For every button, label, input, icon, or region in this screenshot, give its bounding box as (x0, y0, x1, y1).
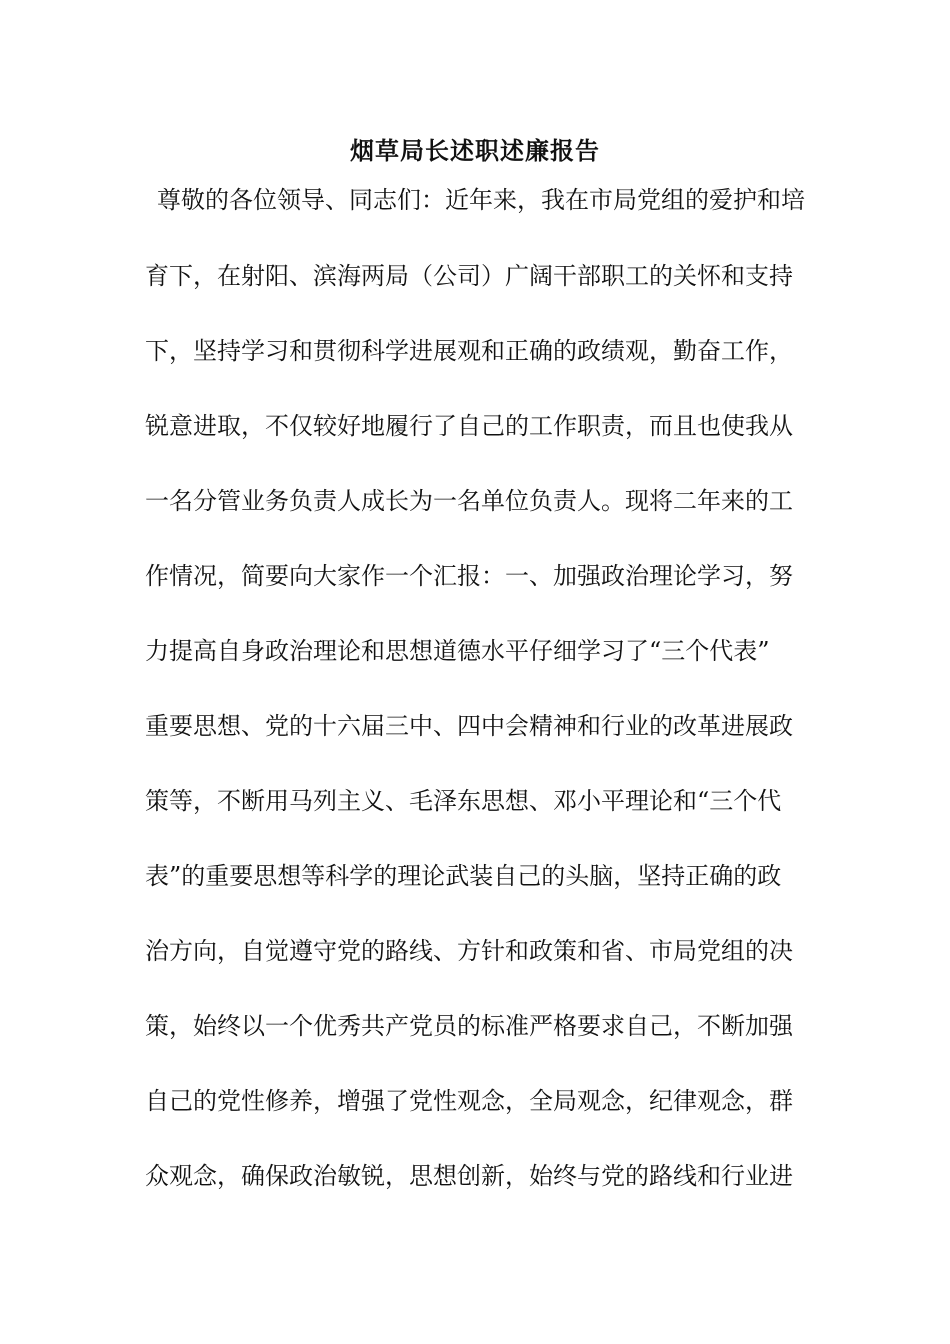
body-line: 下，坚持学习和贯彻科学进展观和正确的政绩观，勤奋工作， (145, 337, 793, 365)
body-line: 育下，在射阳、滨海两局（公司）广阔干部职工的关怀和支持 (145, 262, 793, 290)
body-line: 锐意进取，不仅较好地履行了自己的工作职责，而且也使我从 (145, 412, 793, 440)
body-line: 治方向，自觉遵守党的路线、方针和政策和省、市局党组的决 (145, 937, 793, 965)
body-line: 力提高自身政治理论和思想道德水平仔细学习了“三个代表” (145, 637, 770, 665)
body-line: 作情况，简要向大家作一个汇报：一、加强政治理论学习，努 (145, 562, 793, 590)
body-line: 表”的重要思想等科学的理论武装自己的头脑，坚持正确的政 (145, 862, 782, 890)
body-line: 尊敬的各位领导、同志们：近年来，我在市局党组的爱护和培 (157, 186, 805, 214)
body-line: 自己的党性修养，增强了党性观念，全局观念，纪律观念，群 (145, 1087, 793, 1115)
body-line: 一名分管业务负责人成长为一名单位负责人。现将二年来的工 (145, 487, 793, 515)
body-line: 众观念，确保政治敏锐，思想创新，始终与党的路线和行业进 (145, 1162, 793, 1190)
body-line: 策等，不断用马列主义、毛泽东思想、邓小平理论和“三个代 (145, 787, 782, 815)
body-line: 重要思想、党的十六届三中、四中会精神和行业的改革进展政 (145, 712, 793, 740)
body-line: 策，始终以一个优秀共产党员的标准严格要求自己，不断加强 (145, 1012, 793, 1040)
document-title: 烟草局长述职述廉报告 (350, 136, 600, 165)
